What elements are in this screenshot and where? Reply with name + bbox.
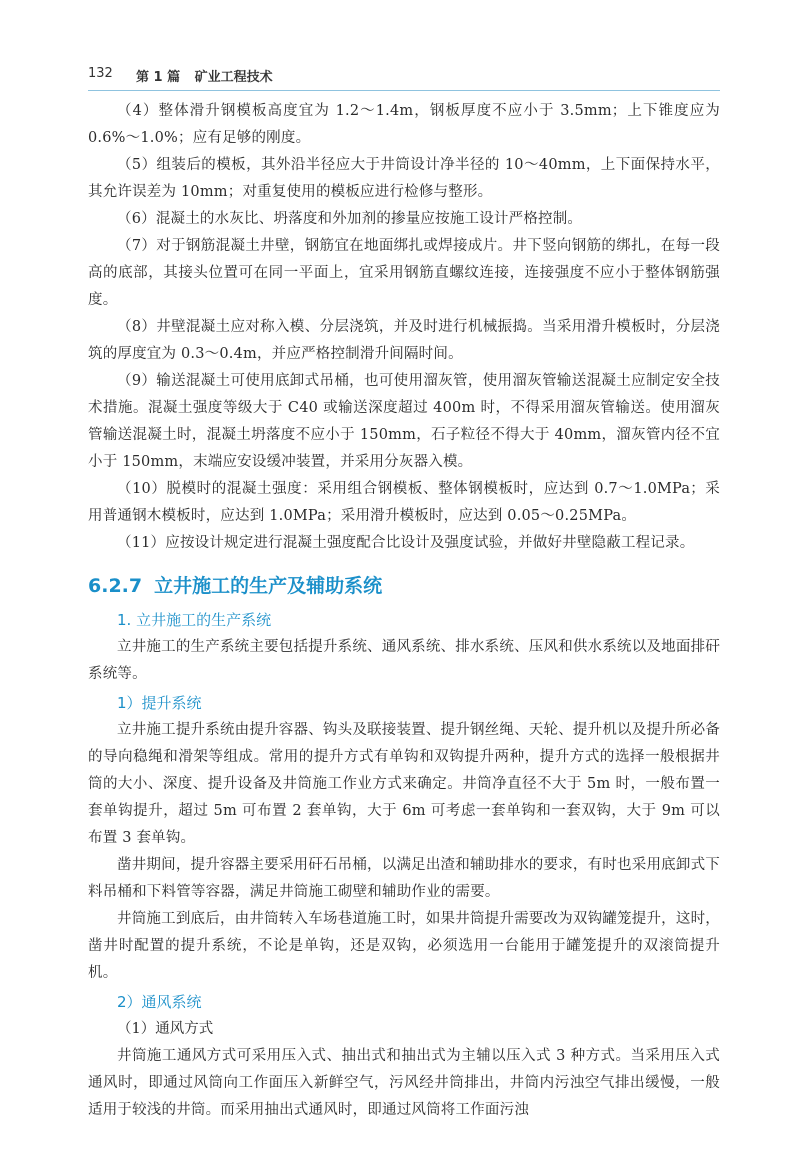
- subsection-heading-production: 1. 立井施工的生产系统: [117, 611, 272, 629]
- hoisting-paragraph: 井筒施工到底后，由井筒转入车场巷道施工时，如果井筒提升需要改为双钩罐笼提升，这时，凿井时配置的提升系统，不论是单钩，还是双钩，必须选用一台能用于罐笼提升的双滚筒提升机。: [88, 911, 720, 981]
- clause-4: （4）整体滑升钢模板高度宜为 1.2～1.4m，钢板厚度不应小于 3.5mm；上下锥度应为 0.6%～1.0%；应有足够的刚度。: [88, 103, 720, 146]
- clause-6: （6）混凝土的水灰比、坍落度和外加剂的掺量应按施工设计严格控制。: [117, 211, 583, 227]
- clause-8: （8）井壁混凝土应对称入模、分层浇筑，并及时进行机械振捣。当采用滑升模板时，分层浇筑的厚度宜为 0.3～0.4m，并应严格控制滑升间隔时间。: [88, 319, 720, 362]
- page-header: [88, 60, 720, 91]
- clause-9: （9）输送混凝土可使用底卸式吊桶，也可使用溜灰管，使用溜灰管输送混凝土应制定安全技术措施。混凝土强度等级大于 C40 或输送深度超过 400m 时，不得采用溜灰管输送。使用溜灰管输送混凝土时，混凝土坍落度不应小于 150mm，石子粒径不得大于 40mm，溜灰管内径不宜小于 150mm，末端应安设缓冲装置，并采用分灰器入模。: [88, 373, 720, 470]
- clause-5: （5）组装后的模板，其外沿半径应大于井筒设计净半径的 10～40mm，上下面保持水平，其允许误差为 10mm；对重复使用的模板应进行检修与整形。: [88, 157, 720, 200]
- running-title: [136, 66, 283, 85]
- section-title: 立井施工的生产及辅助系统: [154, 575, 383, 597]
- hoisting-paragraph: 立井施工提升系统由提升容器、钩头及联接装置、提升钢丝绳、天轮、提升机以及提升所必备的导向稳绳和滑架等组成。常用的提升方式有单钩和双钩提升两种，提升方式的选择一般根据井筒的大小、深度、提升设备及井筒施工作业方式来确定。井筒净直径不大于 5m 时，一般布置一套单钩提升，超过 5m 可布置 2 套单钩，大于 6m 可考虑一套单钩和一套双钩，大于 9m 可以布置 3 套单钩。: [88, 722, 720, 846]
- subsection-heading-hoisting: 1）提升系统: [117, 694, 202, 712]
- clause-10: （10）脱模时的混凝土强度：采用组合钢模板、整体钢模板时，应达到 0.7～1.0MPa；采用普通钢木模板时，应达到 1.0MPa；采用滑升模板时，应达到 0.05～0.25MPa。: [88, 481, 720, 524]
- page-number: 132: [88, 66, 113, 81]
- section-heading: [88, 571, 720, 601]
- hoisting-paragraph: 凿井期间，提升容器主要采用矸石吊桶，以满足出渣和辅助排水的要求，有时也采用底卸式下料吊桶和下料管等容器，满足井筒施工砌壁和辅助作业的需要。: [88, 857, 720, 900]
- subsection-heading-ventilation: 2）通风系统: [117, 993, 202, 1011]
- clause-11: （11）应按设计规定进行混凝土强度配合比设计及强度试验，并做好井壁隐蔽工程记录。: [117, 535, 695, 551]
- clause-7: （7）对于钢筋混凝土井壁，钢筋宜在地面绑扎或焊接成片。井下竖向钢筋的绑扎，在每一段高的底部，其接头位置可在同一平面上，宜采用钢筋直螺纹连接，连接强度不应小于整体钢筋强度。: [88, 238, 720, 308]
- ventilation-paragraph: 井筒施工通风方式可采用压入式、抽出式和抽出式为主辅以压入式 3 种方式。当采用压入式通风时，即通过风筒向工作面压入新鲜空气，污风经井筒排出，井筒内污浊空气排出缓慢，一般适用于较浅的井筒。而采用抽出式通风时，即通过风筒将工作面污浊: [88, 1048, 720, 1118]
- section-number: 6.2.7: [88, 575, 143, 597]
- page-body: [88, 98, 720, 1124]
- ventilation-method-heading: （1）通风方式: [117, 1021, 214, 1037]
- part-label: 第 1 篇: [136, 70, 181, 85]
- part-title: 矿业工程技术: [194, 70, 273, 85]
- production-intro: 立井施工的生产系统主要包括提升系统、通风系统、排水系统、压风和供水系统以及地面排矸系统等。: [88, 639, 720, 682]
